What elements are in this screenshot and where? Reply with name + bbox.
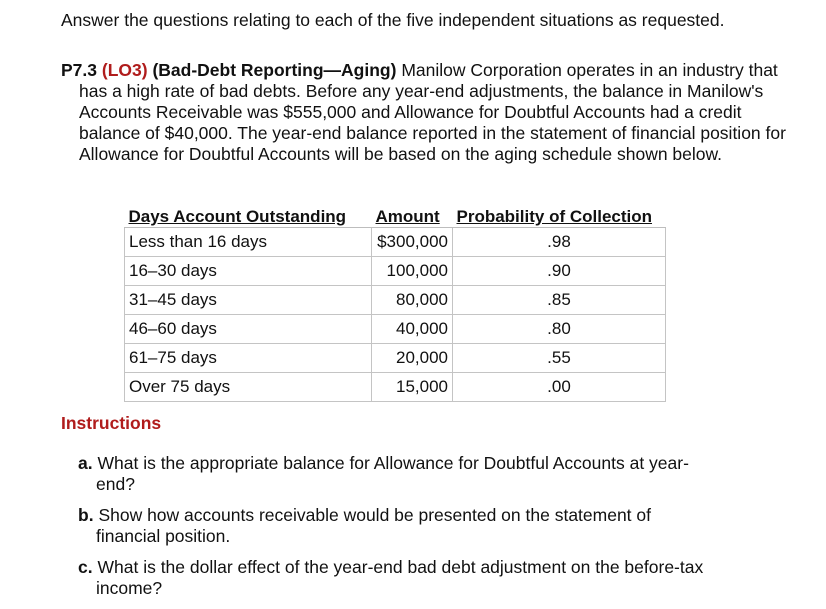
probability-cell: .85 — [453, 286, 666, 315]
days-cell: Over 75 days — [125, 373, 372, 402]
days-cell: 31–45 days — [125, 286, 372, 315]
instructions-heading: Instructions — [61, 413, 162, 433]
amount-cell: 40,000 — [372, 315, 453, 344]
probability-cell: .90 — [453, 257, 666, 286]
column-header-amount: Amount — [372, 199, 453, 228]
probability-cell: .55 — [453, 344, 666, 373]
table-row — [125, 373, 666, 402]
days-cell: Less than 16 days — [125, 228, 372, 257]
question-letter: b. — [78, 505, 94, 525]
problem-body: Manilow Corporation operates in an industry that has a high rate of bad debts. Before any year-end adjustments, the balance in Manilow's Accounts Receivable was $555,000 and Allowance for Doubtful Accounts had a credit balance of $40,000. The year-end balance reported in the statement of financial position for Allowance for Doubtful Accounts will be based on the aging schedule shown below. — [79, 60, 786, 164]
aging-schedule-table — [124, 199, 666, 402]
probability-cell: .98 — [453, 228, 666, 257]
table-row — [125, 344, 666, 373]
question-text: What is the dollar effect of the year-end bad debt adjustment on the before-tax income? — [96, 557, 704, 598]
column-header-probability: Probability of Collection — [453, 199, 666, 228]
question-item — [78, 453, 718, 495]
learning-objective-tag: (LO3) — [101, 60, 148, 80]
amount-cell: 20,000 — [372, 344, 453, 373]
question-text: Show how accounts receivable would be presented on the statement of financial position. — [96, 505, 652, 546]
table-row — [125, 315, 666, 344]
intro-text: Answer the questions relating to each of the five independent situations as requested. — [61, 10, 725, 30]
probability-cell: .80 — [453, 315, 666, 344]
days-cell: 61–75 days — [125, 344, 372, 373]
table-row — [125, 228, 666, 257]
column-header-days: Days Account Outstanding — [125, 199, 372, 228]
days-cell: 16–30 days — [125, 257, 372, 286]
table-header-row — [125, 199, 666, 228]
problem-number: P7.3 — [61, 60, 97, 80]
amount-cell: 100,000 — [372, 257, 453, 286]
table-row — [125, 286, 666, 315]
amount-cell: $300,000 — [372, 228, 453, 257]
question-letter: c. — [78, 557, 93, 577]
question-item — [78, 505, 718, 547]
problem-statement — [61, 60, 799, 165]
table-row — [125, 257, 666, 286]
amount-cell: 15,000 — [372, 373, 453, 402]
question-list — [78, 453, 718, 609]
question-item — [78, 557, 718, 599]
probability-cell: .00 — [453, 373, 666, 402]
amount-cell: 80,000 — [372, 286, 453, 315]
problem-title: (Bad-Debt Reporting—Aging) — [152, 60, 397, 80]
days-cell: 46–60 days — [125, 315, 372, 344]
question-text: What is the appropriate balance for Allowance for Doubtful Accounts at year-end? — [96, 453, 689, 494]
question-letter: a. — [78, 453, 93, 473]
